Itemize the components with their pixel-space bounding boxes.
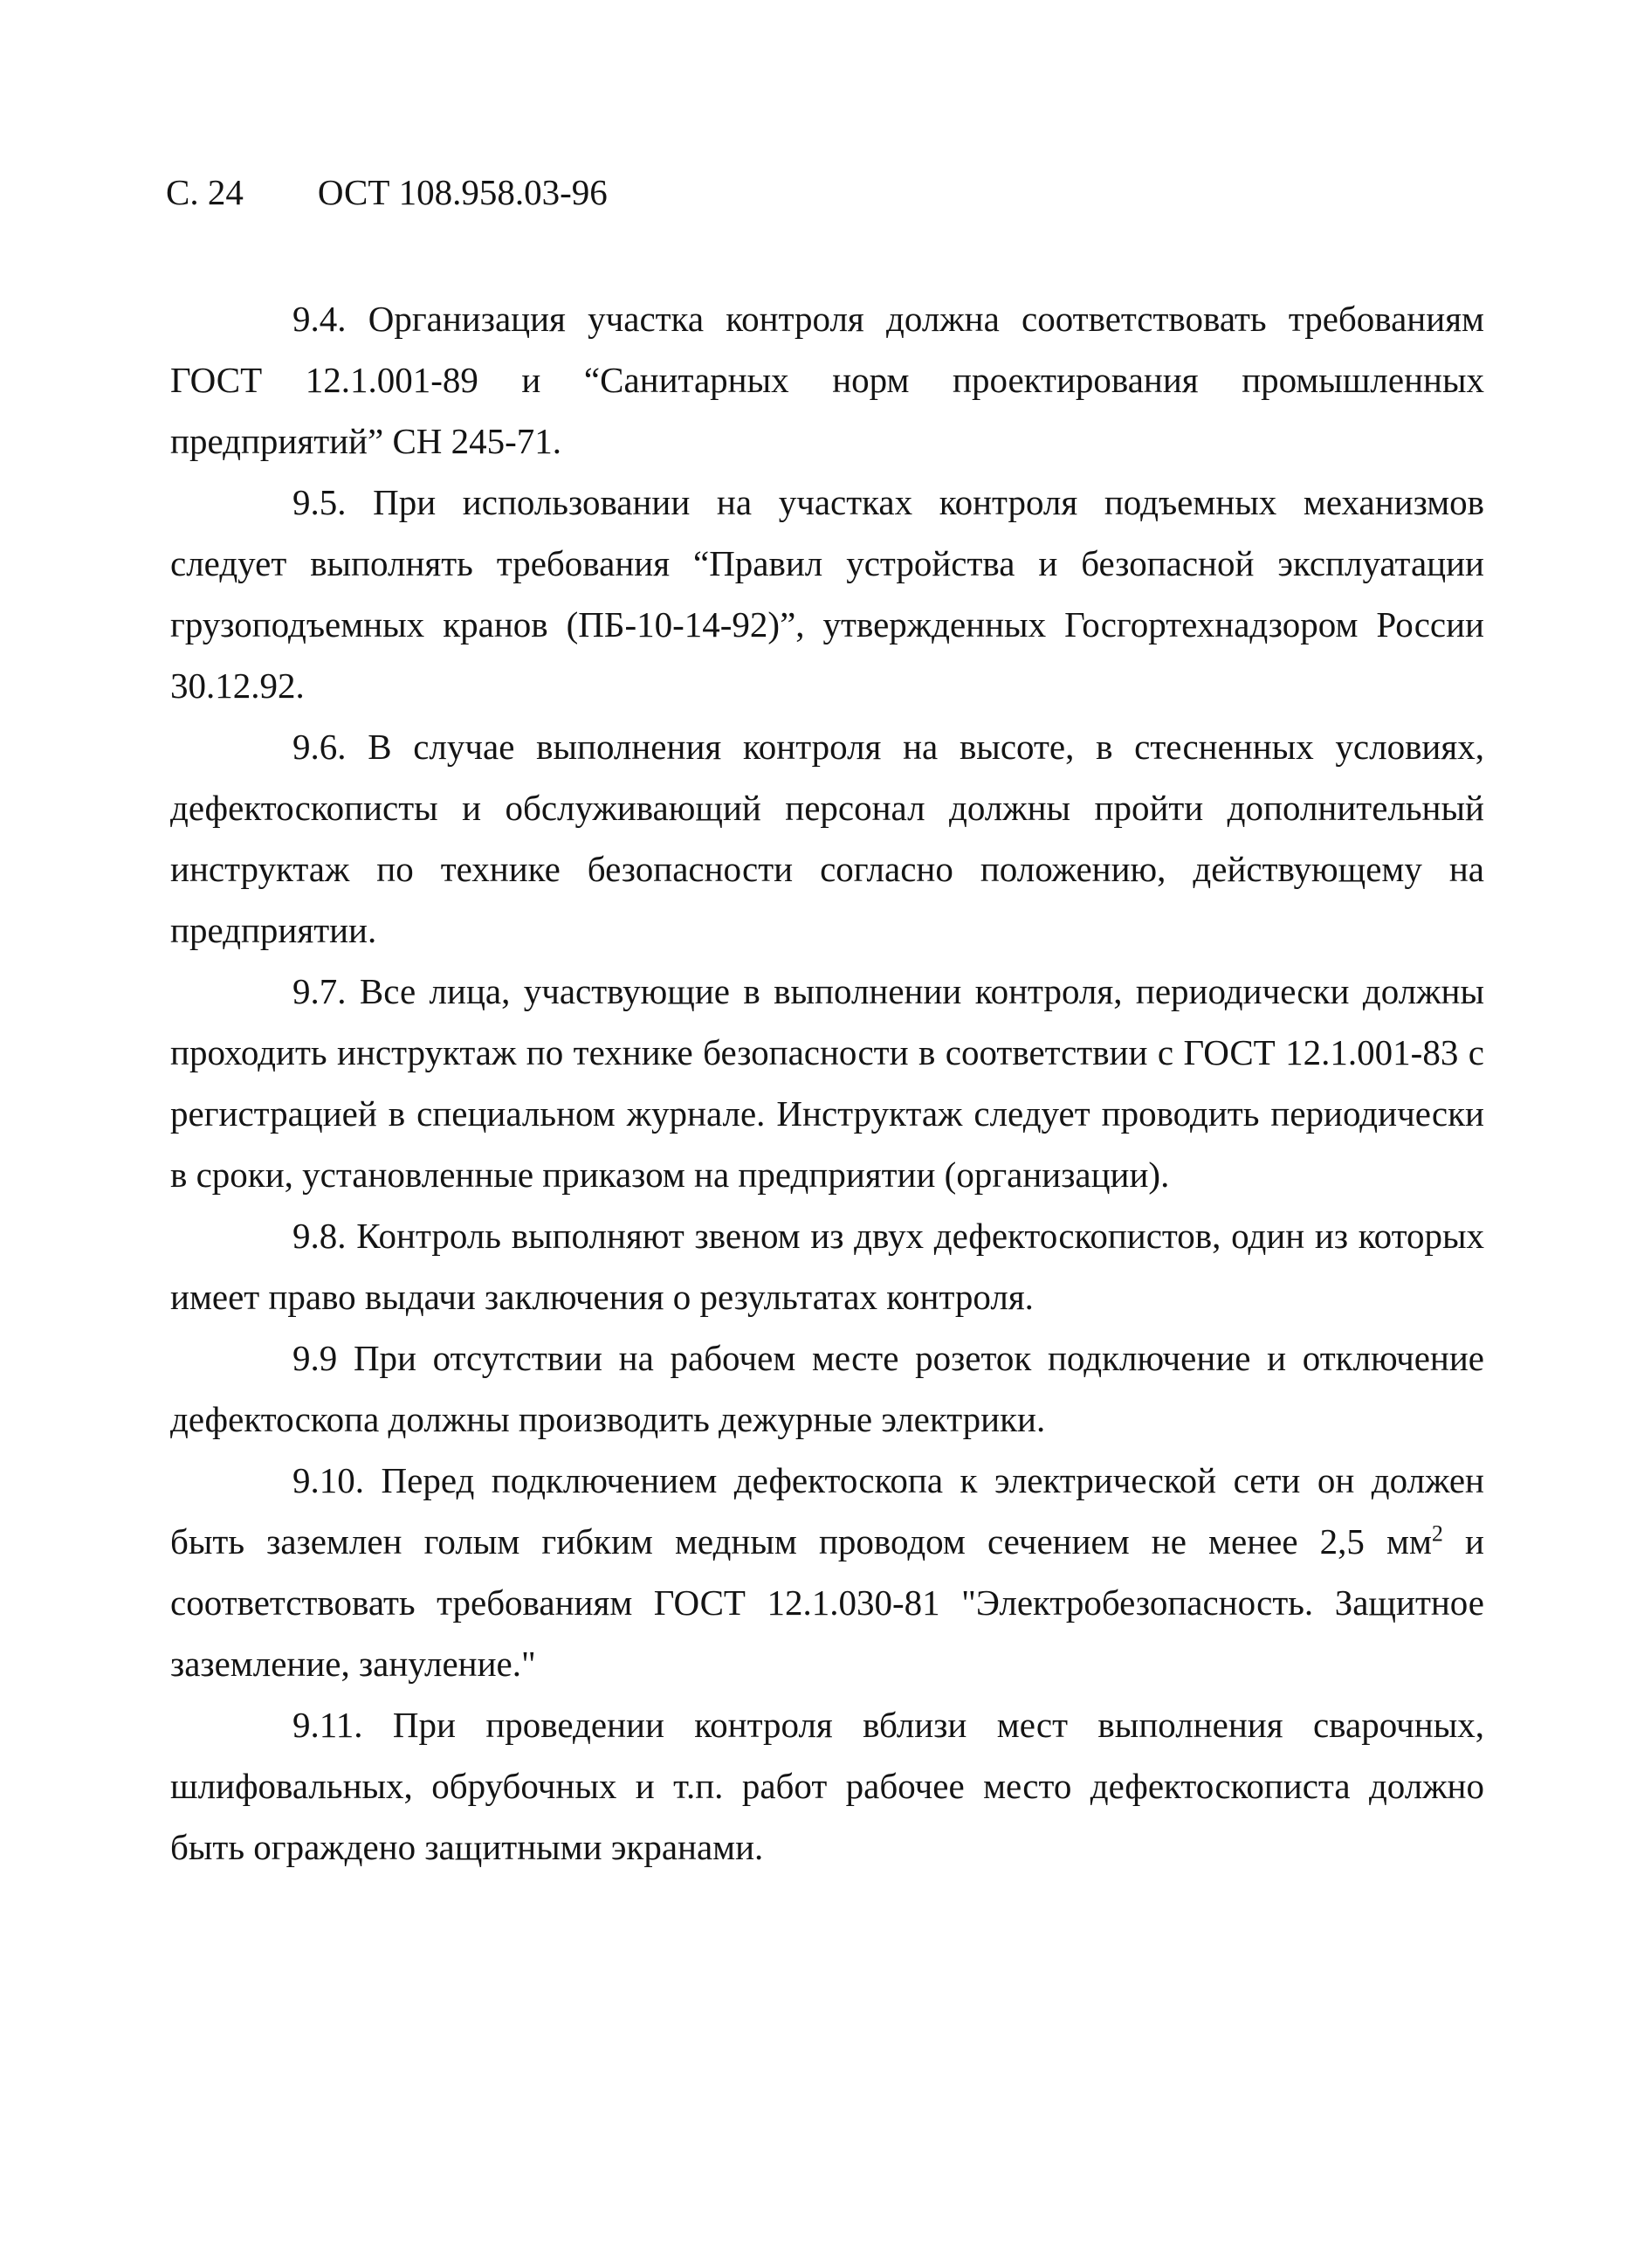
paragraph-9-8: 9.8. Контроль выполняют звеном из двух дефектоскопистов, один из которых имеет право выдачи заключения о результатах контроля. xyxy=(170,1216,1484,1317)
paragraph-9-6: 9.6. В случае выполнения контроля на высоте, в стесненных условиях, дефектоскописты и обслуживающий персонал должны пройти дополнительный инструктаж по технике безопасности согласно положению, действующему на предприятии. xyxy=(170,727,1484,950)
superscript-squared: 2 xyxy=(1431,1520,1443,1547)
paragraph-9-10 xyxy=(170,1450,1484,1694)
paragraph-9-9: 9.9 При отсутствии на рабочем месте розеток подключение и отключение дефектоскопа должны производить дежурные электрики. xyxy=(170,1338,1484,1439)
paragraph-9-4: 9.4. Организация участка контроля должна соответствовать требованиям ГОСТ 12.1.001-89 и “Санитарных норм проектирования промышленных предприятий” СН 245-71. xyxy=(170,299,1484,461)
standard-code: ОСТ 108.958.03-96 xyxy=(317,172,608,212)
paragraph-9-5: 9.5. При использовании на участках контроля подъемных механизмов следует выполнять требования “Правил устройства и безопасной эксплуатации грузоподъемных кранов (ПБ-10-14-92)”, утвержденных Госгортехнадзором России 30.12.92. xyxy=(170,482,1484,706)
paragraph-9-10-text-after: и соответствовать требованиям ГОСТ 12.1.030-81 "Электробезопасность. Защитное заземление, зануление." xyxy=(170,1521,1484,1684)
page-header xyxy=(166,170,608,214)
page-number: С. 24 xyxy=(166,172,244,212)
paragraph-9-7: 9.7. Все лица, участвующие в выполнении контроля, периодически должны проходить инструктаж по технике безопасности в соответствии с ГОСТ 12.1.001-83 с регистрацией в специальном журнале. Инструктаж следует проводить периодически в сроки, установленные приказом на предприятии (организации). xyxy=(170,971,1484,1195)
paragraph-9-11: 9.11. При проведении контроля вблизи мест выполнения сварочных, шлифовальных, обрубочных и т.п. работ рабочее место дефектоскописта должно быть ограждено защитными экранами. xyxy=(170,1705,1484,1867)
paragraph-9-10-text-before: 9.10. Перед подключением дефектоскопа к электрической сети он должен быть заземлен голым гибким медным проводом сечением не менее 2,5 мм xyxy=(170,1460,1484,1561)
document-body xyxy=(170,288,1484,1878)
